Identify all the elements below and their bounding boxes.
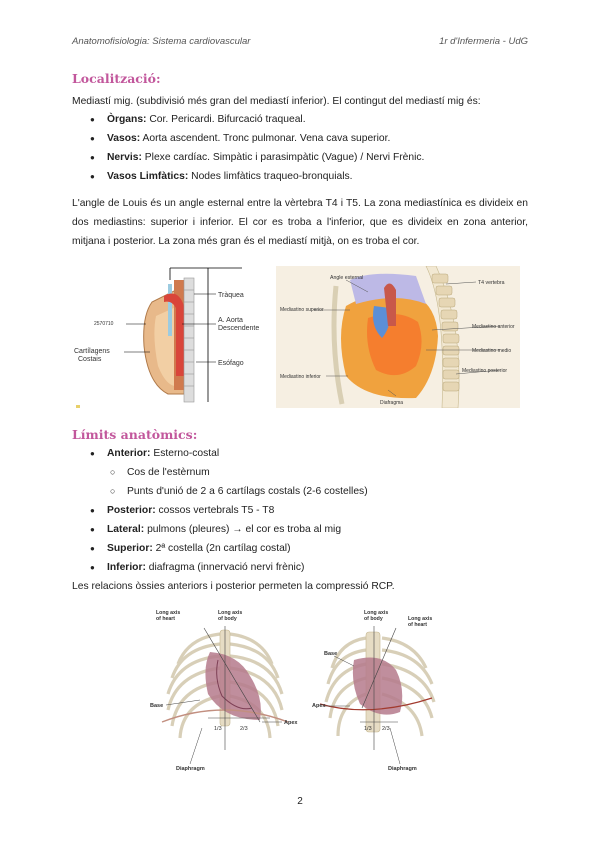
- list-item: [90, 520, 368, 539]
- list-item: [90, 501, 368, 520]
- list-item-text: diafragma (innervació nervi frènic): [145, 562, 305, 573]
- header-course: Anatomofisiologia: Sistema cardiovascular: [72, 36, 251, 47]
- list-item: [90, 129, 424, 148]
- label-mediastino-superior: Mediastino superior: [280, 307, 324, 313]
- list-item-text: Cos de l'estèrnum: [127, 467, 210, 478]
- contents-list: [90, 110, 424, 186]
- label-aorta-1: A. Aorta: [218, 317, 243, 324]
- label-long-axis-heart: Long axis of heart: [156, 610, 181, 622]
- label-cartilagens-1: Cartílagens: [74, 348, 110, 355]
- list-item-text: 2ª costella (2n cartílag costal): [152, 543, 291, 554]
- list-item-text: pulmons (pleures) → el cor es troba al mig: [144, 524, 342, 535]
- label-cartilagens-2: Costais: [78, 356, 102, 363]
- list-item: [90, 539, 368, 558]
- list-item-text: cossos vertebrals T5 - T8: [155, 505, 275, 516]
- list-item: [90, 558, 368, 577]
- list-item-term: Vasos:: [107, 133, 141, 144]
- louis-paragraph: L'angle de Louis és un angle esternal entre la vèrtebra T4 i T5. La zona mediastínica es divideix en dos mediastins: superior i inferior. El cor es troba a l'inferior, que es divideix en zona anterior, mitjana i posterior. La zona més gran és el mediastí mitjà, on es troba el cor.: [72, 198, 528, 247]
- list-item-text: Aorta ascendent. Tronc pulmonar. Vena cava superior.: [140, 133, 391, 144]
- list-item-term: Vasos Limfàtics:: [107, 171, 189, 182]
- label-mediastino-medio: Mediastino medio: [472, 348, 512, 354]
- mediastinum-divisions-figure: [276, 266, 520, 408]
- list-item-term: Lateral:: [107, 524, 145, 535]
- list-item-text: Plexe cardíac. Simpàtic i parasimpàtic (Vague) / Nervi Frènic.: [141, 152, 425, 163]
- label-esofago: Esófago: [218, 360, 244, 367]
- label-diaphragm: Diaphragm: [176, 766, 205, 772]
- label-traquea: Tràquea: [218, 292, 244, 299]
- list-item-term: Posterior:: [107, 505, 156, 516]
- label-diaphragm-2: Diaphragm: [388, 766, 417, 772]
- section-title-localitzacio: Localització:: [72, 71, 161, 86]
- list-item-term: Òrgans:: [107, 114, 147, 125]
- mediastinum-lateral-figure: [72, 266, 272, 408]
- label-long-axis-body: Long axis of body: [218, 610, 243, 622]
- label-apex-2: Apex: [312, 703, 326, 709]
- label-long-axis-body-2: Long axis of body: [364, 610, 389, 622]
- label-mediastino-inferior: Mediastino inferior: [280, 374, 321, 380]
- limits-list: [90, 444, 368, 577]
- list-item: [90, 444, 368, 463]
- label-long-axis-heart-2: Long axis of heart: [408, 616, 433, 628]
- label-t4: T4 vertebra: [478, 280, 505, 286]
- list-item-term: Superior:: [107, 543, 153, 554]
- heart-axis-oblique-figure: [310, 608, 450, 772]
- list-item: [90, 110, 424, 129]
- intro-paragraph: Mediastí mig. (subdivisió més gran del mediastí inferior). El contingut del mediastí mig és:: [72, 96, 481, 107]
- label-mediastino-anterior: Mediastino anterior: [472, 324, 515, 330]
- list-item-term: Inferior:: [107, 562, 146, 573]
- label-aorta-2: Descendente: [218, 325, 260, 332]
- list-item-text: Cor. Pericardi. Bifurcació traqueal.: [146, 114, 306, 125]
- list-item-text: Nodes limfàtics traqueo-bronquials.: [188, 171, 353, 182]
- list-item-text: Esterno-costal: [150, 448, 220, 459]
- list-item-term: Nervis:: [107, 152, 142, 163]
- label-base-2: Base: [324, 651, 338, 657]
- label-one-third-2: 1/3: [364, 726, 372, 732]
- label-one-third: 1/3: [214, 726, 222, 732]
- label-two-thirds-2: 2/3: [382, 726, 390, 732]
- list-item: [90, 148, 424, 167]
- header-degree: 1r d'Infermeria - UdG: [439, 36, 528, 47]
- list-item: [110, 482, 368, 501]
- list-item-term: Anterior:: [107, 448, 151, 459]
- label-diafragma: Diafragma: [380, 400, 404, 406]
- heart-axis-anterior-figure: [148, 608, 300, 772]
- section-title-limits: Límits anatòmics:: [72, 427, 198, 442]
- list-item: [110, 463, 368, 482]
- page-number: 2: [297, 796, 303, 807]
- rcp-paragraph: Les relacions òssies anteriors i posterior permeten la compressió RCP.: [72, 581, 395, 592]
- label-mediastino-posterior: Mediastino posterior: [462, 368, 508, 374]
- label-apex: Apex: [284, 720, 298, 726]
- label-two-thirds: 2/3: [240, 726, 248, 732]
- label-base: Base: [150, 703, 164, 709]
- label-code: 2570710: [94, 321, 114, 327]
- label-angle-esternal: Angle esternal: [330, 275, 364, 281]
- page-header: [72, 36, 528, 47]
- list-item-text: Punts d'unió de 2 a 6 cartílags costals (2-6 costelles): [127, 486, 368, 497]
- list-item: [90, 167, 424, 186]
